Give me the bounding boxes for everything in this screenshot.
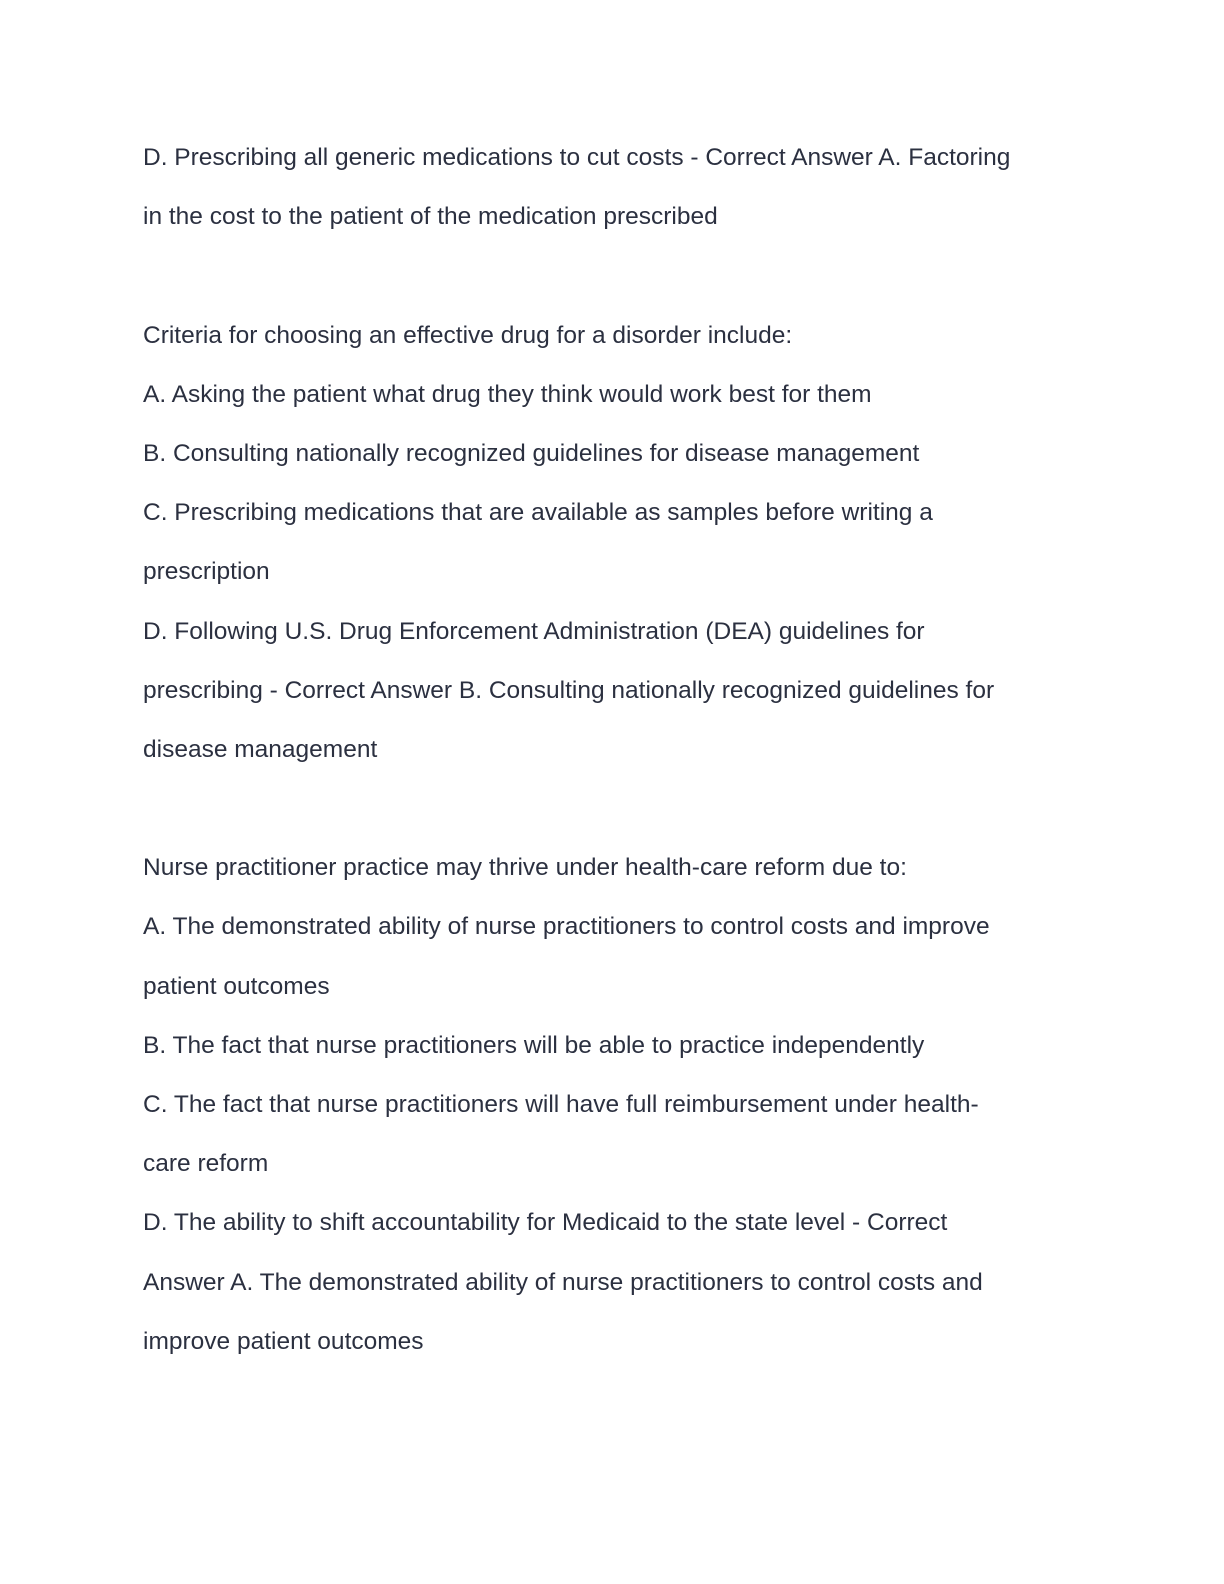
document-body bbox=[143, 128, 1083, 1371]
answer-option: A. The demonstrated ability of nurse practitioners to control costs and improve bbox=[143, 913, 990, 941]
question-text: Nurse practitioner practice may thrive under health-care reform due to: bbox=[143, 854, 907, 882]
answer-option: A. Asking the patient what drug they think would work best for them bbox=[143, 380, 872, 408]
correct-answer-text: improve patient outcomes bbox=[143, 1327, 424, 1355]
correct-answer-text: disease management bbox=[143, 735, 378, 763]
paragraph-gap bbox=[143, 779, 1083, 838]
answer-option: C. Prescribing medications that are available as samples before writing a bbox=[143, 499, 933, 527]
answer-option: B. The fact that nurse practitioners will be able to practice independently bbox=[143, 1031, 925, 1059]
text-line: in the cost to the patient of the medication prescribed bbox=[143, 203, 718, 231]
answer-option: C. The fact that nurse practitioners will have full reimbursement under health- bbox=[143, 1091, 979, 1118]
text-line: D. Prescribing all generic medications to cut costs - Correct Answer A. Factoring bbox=[143, 144, 1011, 171]
question-text: Criteria for choosing an effective drug for a disorder include: bbox=[143, 321, 793, 349]
answer-option: D. Following U.S. Drug Enforcement Administration (DEA) guidelines for bbox=[143, 617, 925, 645]
answer-option-continued: patient outcomes bbox=[143, 972, 330, 1000]
answer-option: B. Consulting nationally recognized guidelines for disease management bbox=[143, 439, 920, 467]
answer-option: D. The ability to shift accountability for Medicaid to the state level - Correct bbox=[143, 1209, 948, 1237]
paragraph-gap bbox=[143, 246, 1083, 305]
answer-option-continued: prescription bbox=[143, 558, 270, 586]
correct-answer-text: prescribing - Correct Answer B. Consulting nationally recognized guidelines for bbox=[143, 676, 995, 704]
answer-option-continued: care reform bbox=[143, 1150, 269, 1178]
correct-answer-text: Answer A. The demonstrated ability of nurse practitioners to control costs and bbox=[143, 1268, 983, 1296]
